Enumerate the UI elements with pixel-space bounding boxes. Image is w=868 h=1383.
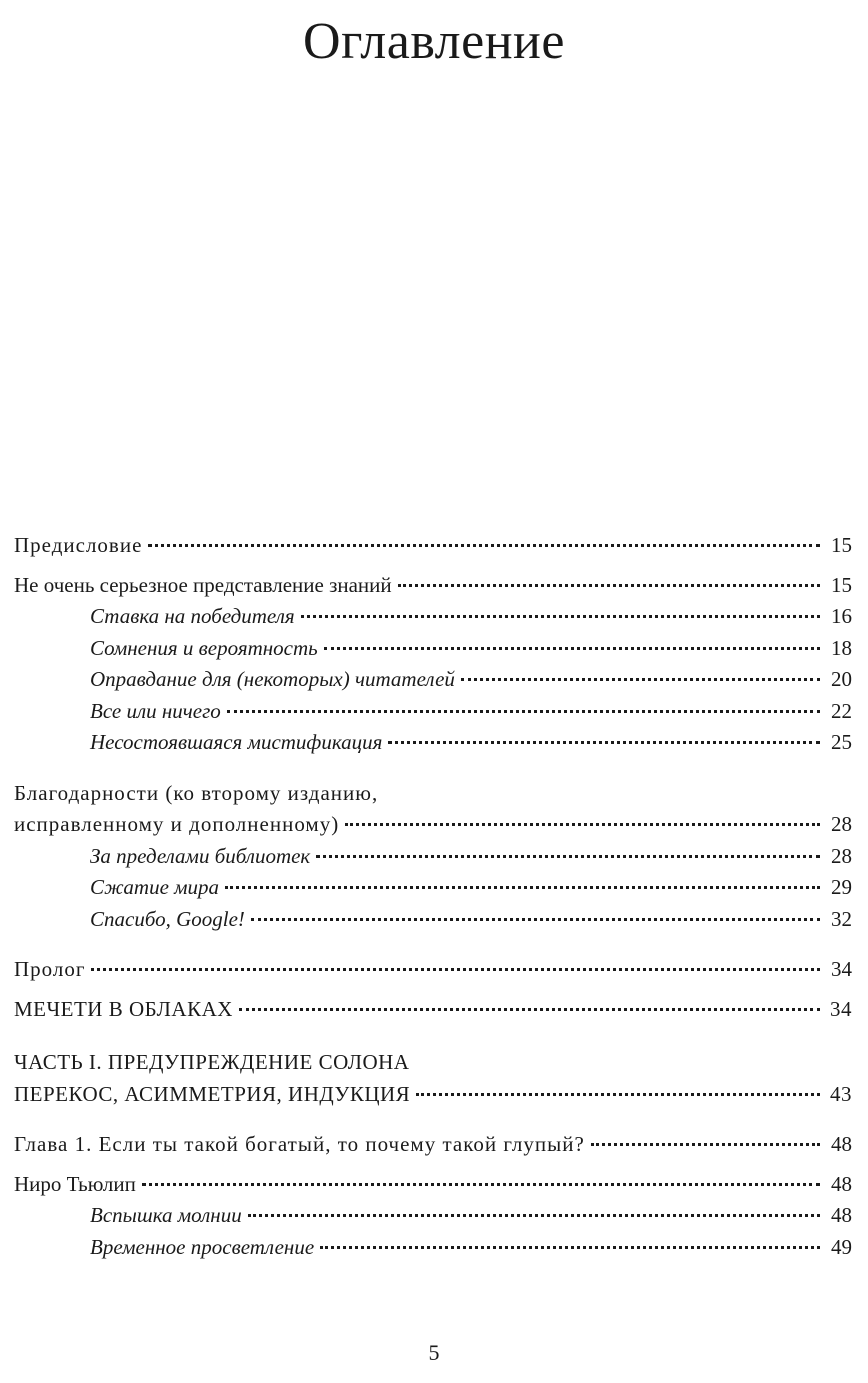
toc-entry-title: ПЕРЕКОС, АСИММЕТРИЯ, ИНДУКЦИЯ [14, 1081, 411, 1106]
toc-subentry[interactable] [14, 1200, 852, 1232]
toc-entry-thanks-line1[interactable]: Благодарности (ко второму изданию, [14, 780, 379, 805]
toc-entry-part1-line1[interactable]: ЧАСТЬ I. ПРЕДУПРЕЖДЕНИЕ СОЛОНА [14, 1050, 410, 1074]
toc-entry-part1[interactable] [14, 1079, 852, 1111]
dot-leader [320, 1246, 820, 1249]
dot-leader [227, 710, 820, 713]
toc-entry-page: 28 [831, 812, 852, 836]
toc-entry-title: Не очень серьезное представление знаний [14, 572, 392, 597]
toc-entry-chapter1[interactable] [14, 1129, 852, 1161]
dot-leader [248, 1214, 820, 1217]
toc-entry-thanks[interactable] [14, 809, 852, 841]
toc-entry-page: 28 [831, 843, 852, 868]
toc-entry-preface[interactable] [14, 530, 852, 562]
dot-leader [225, 886, 820, 889]
toc-entry-page: 34 [831, 957, 852, 981]
dot-leader [388, 741, 820, 744]
toc-subentry[interactable] [14, 664, 852, 696]
toc-entry-title: Оправдание для (некоторых) читателей [90, 667, 455, 691]
page-number: 5 [428, 1340, 440, 1365]
toc-entry-page: 48 [831, 1171, 852, 1196]
toc-subentry[interactable] [14, 872, 852, 904]
toc-entry-prologue[interactable] [14, 954, 852, 986]
toc-entry-title: Все или ничего [90, 698, 221, 723]
toc-entry-title: исправленному и дополненному) [14, 812, 340, 836]
toc-entry-page: 29 [831, 875, 852, 899]
toc-entry-not-serious[interactable] [14, 570, 852, 602]
dot-leader [239, 1008, 820, 1011]
toc-entry-page: 48 [831, 1132, 852, 1156]
toc-entry-page: 20 [831, 667, 852, 691]
toc-entry-title: За пределами библиотек [90, 843, 311, 868]
toc-entry-page: 22 [831, 698, 852, 723]
dot-leader [251, 918, 820, 921]
dot-leader [142, 1183, 820, 1186]
toc-entry-page: 43 [830, 1081, 852, 1106]
toc-entry-title: Ниро Тьюлип [14, 1171, 136, 1196]
toc-entry-page: 49 [831, 1234, 852, 1259]
toc-subentry[interactable] [14, 904, 852, 936]
toc-entry-page: 32 [831, 906, 852, 931]
toc-entry-niro[interactable] [14, 1169, 852, 1201]
table-of-contents [14, 530, 852, 1263]
toc-subentry[interactable] [14, 1232, 852, 1264]
toc-entry-page: 48 [831, 1203, 852, 1227]
toc-entry-title: Пролог [14, 957, 86, 981]
toc-subentry[interactable] [14, 601, 852, 633]
dot-leader [398, 584, 820, 587]
toc-entry-title: Спасибо, Google! [90, 906, 245, 931]
dot-leader [148, 544, 820, 547]
toc-entry-page: 34 [830, 996, 852, 1021]
toc-subentry[interactable] [14, 696, 852, 728]
toc-entry-title: Предисловие [14, 533, 143, 557]
dot-leader [591, 1143, 820, 1146]
toc-subentry[interactable] [14, 841, 852, 873]
dot-leader [345, 823, 820, 826]
toc-entry-title: Сжатие мира [90, 875, 220, 899]
toc-entry-title: Временное просветление [90, 1234, 315, 1259]
toc-subentry[interactable] [14, 727, 852, 759]
toc-entry-page: 25 [831, 730, 852, 754]
toc-entry-mosques[interactable] [14, 994, 852, 1026]
toc-entry-title: Глава 1. Если ты такой богатый, то почему такой глупый? [14, 1132, 585, 1156]
dot-leader [461, 678, 820, 681]
dot-leader [416, 1093, 820, 1096]
toc-entry-page: 15 [831, 572, 852, 597]
toc-entry-title: Несостоявшаяся мистификация [90, 730, 383, 754]
toc-entry-title: МЕЧЕТИ В ОБЛАКАХ [14, 996, 233, 1021]
dot-leader [324, 647, 820, 650]
page-title: Оглавление [303, 13, 565, 70]
dot-leader [301, 615, 820, 618]
toc-entry-page: 15 [831, 533, 852, 557]
dot-leader [91, 968, 820, 971]
toc-entry-title: Ставка на победителя [90, 604, 295, 628]
toc-entry-title: Сомнения и вероятность [90, 635, 318, 660]
toc-entry-page: 16 [831, 604, 852, 628]
toc-subentry[interactable] [14, 633, 852, 665]
dot-leader [316, 855, 820, 858]
toc-entry-title: Вспышка молнии [90, 1203, 242, 1227]
toc-entry-page: 18 [831, 635, 852, 660]
